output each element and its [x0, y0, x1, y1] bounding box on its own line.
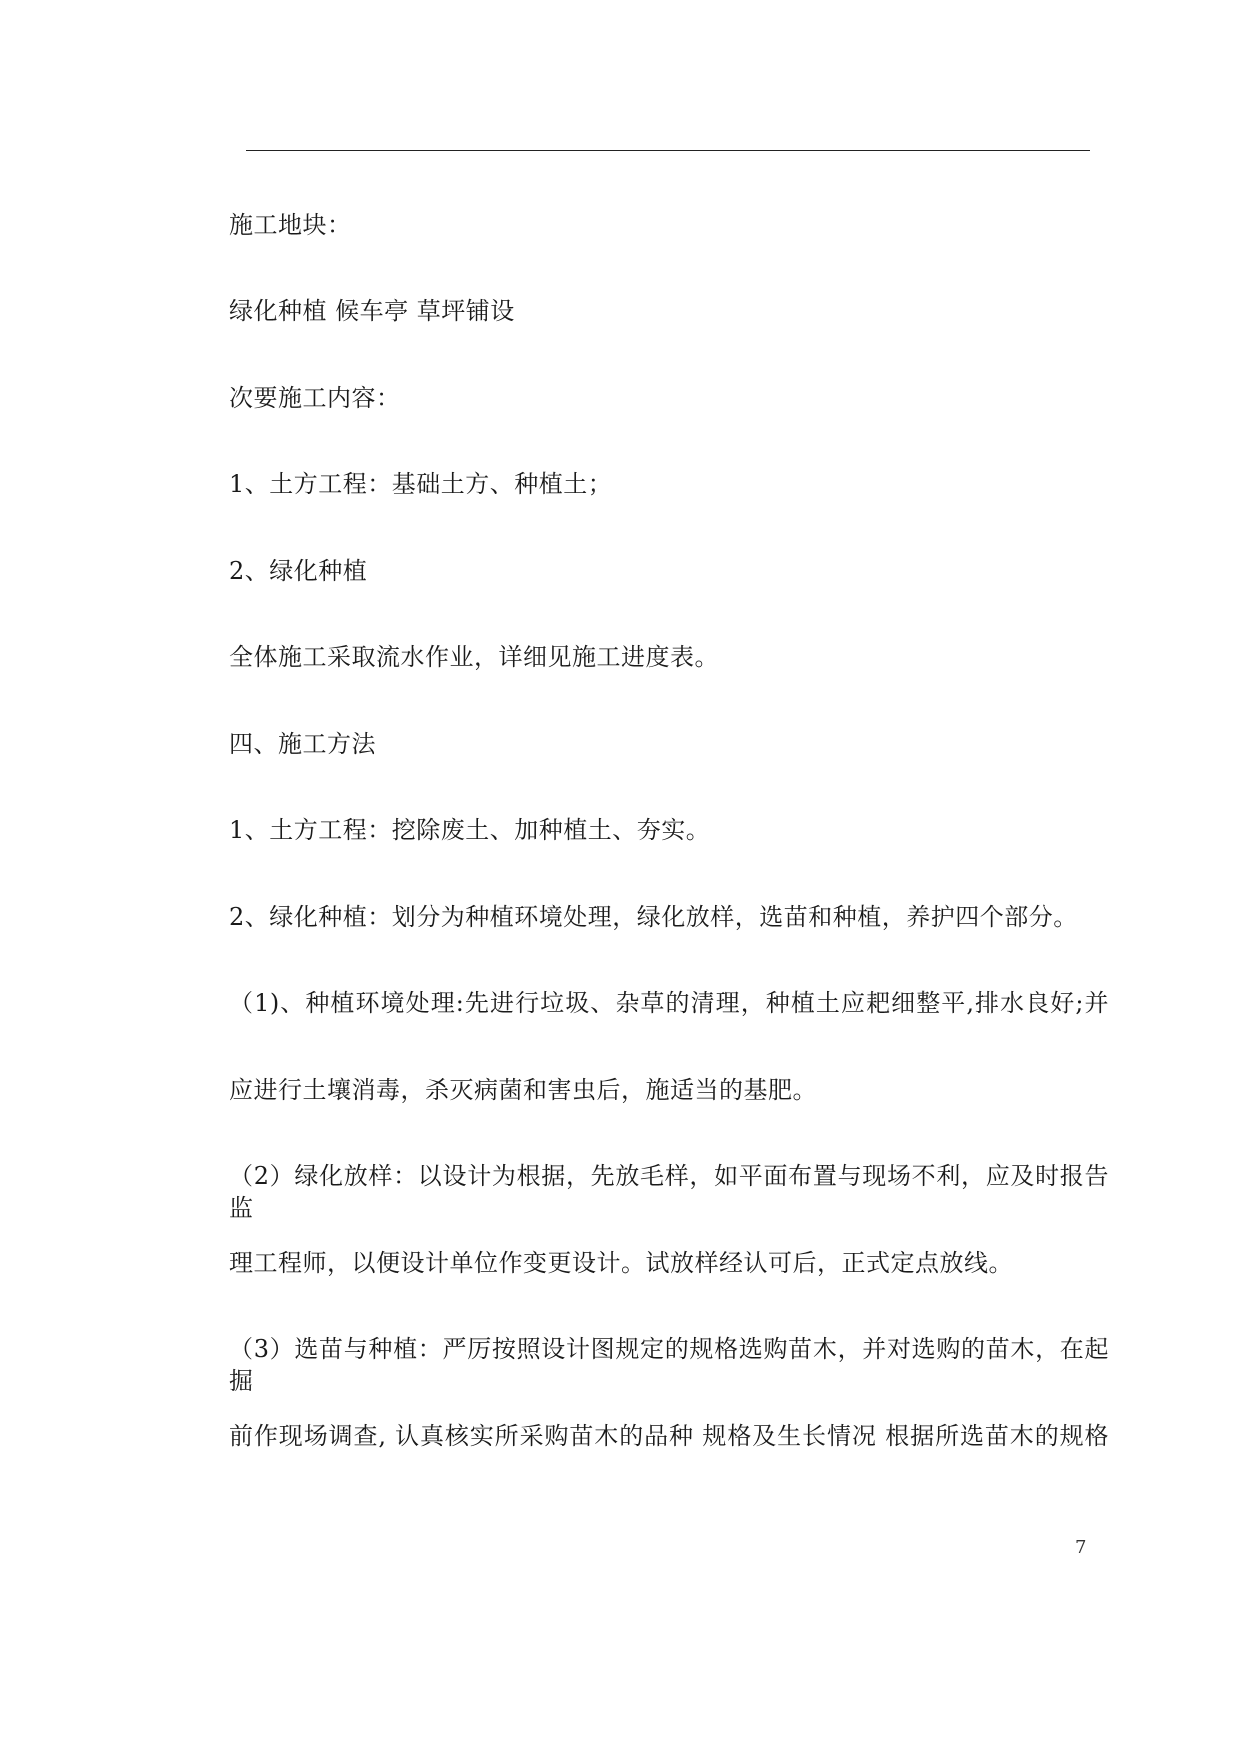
- text-line-seedling-selection-cont: 前作现场调查, 认真核实所采购苗木的品种 规格及生长情况 根据所选苗木的规格: [229, 1422, 1109, 1450]
- text-line-secondary-content-heading: 次要施工内容：: [229, 384, 401, 412]
- text-line-layout-setting: （2）绿化放样：以设计为根据，先放毛样，如平面布置与现场不利，应及时报告监: [229, 1162, 1109, 1222]
- text-line-seedling-selection: （3）选苗与种植：严厉按照设计图规定的规格选购苗木，并对选购的苗木，在起掘: [229, 1335, 1109, 1395]
- text-line-environment-treatment: （1)、种植环境处理:先进行垃圾、杂草的清理，种植土应耙细整平,排水良好;并: [229, 989, 1109, 1017]
- text-line-environment-treatment-cont: 应进行土壤消毒，杀灭病菌和害虫后，施适当的基肥。: [229, 1076, 817, 1104]
- text-line-earthwork-item: 1、土方工程：基础土方、种植土；: [229, 470, 613, 498]
- text-line-method-earthwork: 1、土方工程：挖除废土、加种植土、夯实。: [229, 816, 711, 844]
- text-line-greening-item: 2、绿化种植: [229, 557, 368, 585]
- section-heading-construction-methods: 四、施工方法: [229, 730, 376, 758]
- text-line-construction-plots-heading: 施工地块：: [229, 211, 352, 239]
- text-line-flow-operation: 全体施工采取流水作业，详细见施工进度表。: [229, 643, 719, 671]
- text-line-method-greening: 2、绿化种植：划分为种植环境处理，绿化放样，选苗和种植，养护四个部分。: [229, 903, 1078, 931]
- text-line-plot-items: 绿化种植 候车亭 草坪铺设: [229, 297, 515, 325]
- header-rule: [246, 150, 1090, 151]
- text-line-layout-setting-cont: 理工程师，以便设计单位作变更设计。试放样经认可后，正式定点放线。: [229, 1249, 1013, 1277]
- page-number: 7: [1075, 1537, 1087, 1558]
